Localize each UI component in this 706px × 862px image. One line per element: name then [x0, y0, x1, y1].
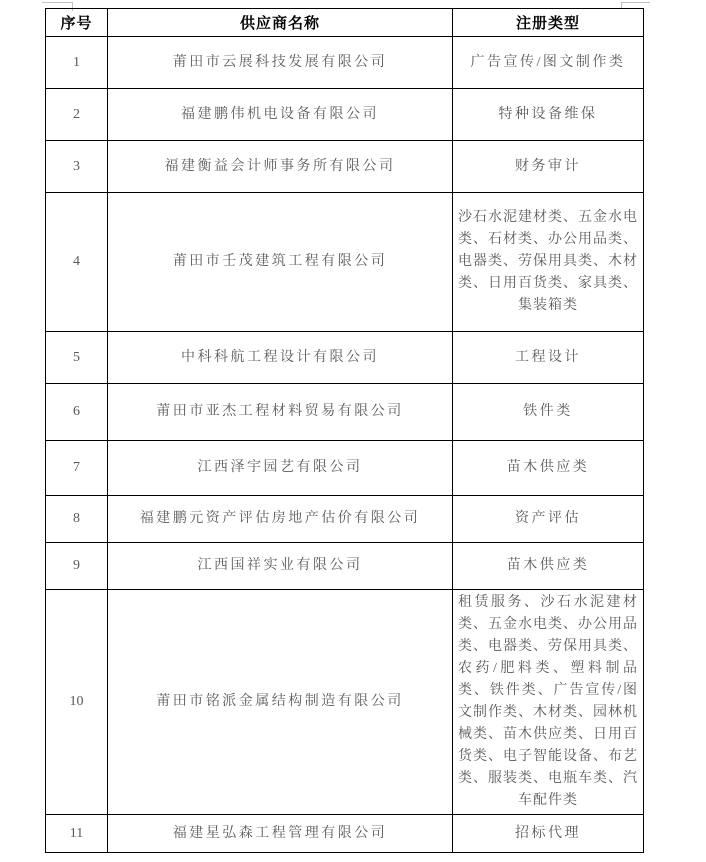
cell-supplier-name: 莆田市铭派金属结构制造有限公司	[108, 590, 453, 815]
cell-serial-number: 4	[46, 193, 108, 332]
table-row	[46, 815, 644, 853]
cell-supplier-name: 福建鹏元资产评估房地产估价有限公司	[108, 496, 453, 543]
cell-serial-number: 1	[46, 37, 108, 89]
cell-registration-type: 工程设计	[453, 332, 644, 384]
table-row	[46, 193, 644, 332]
table-row	[46, 543, 644, 590]
cell-serial-number: 2	[46, 89, 108, 141]
cell-supplier-name: 福建衡益会计师事务所有限公司	[108, 141, 453, 193]
cell-supplier-name: 莆田市壬茂建筑工程有限公司	[108, 193, 453, 332]
cell-serial-number: 9	[46, 543, 108, 590]
cell-registration-type: 财务审计	[453, 141, 644, 193]
cell-registration-type: 铁件类	[453, 384, 644, 441]
table-header-row	[46, 9, 644, 37]
cell-registration-type: 苗木供应类	[453, 543, 644, 590]
column-header-serial-number: 序号	[46, 9, 108, 37]
cell-registration-type: 特种设备维保	[453, 89, 644, 141]
cell-serial-number: 8	[46, 496, 108, 543]
cell-registration-type: 苗木供应类	[453, 441, 644, 496]
cell-registration-type: 广告宣传/图文制作类	[453, 37, 644, 89]
cell-supplier-name: 莆田市云展科技发展有限公司	[108, 37, 453, 89]
column-header-registration-type: 注册类型	[453, 9, 644, 37]
cell-supplier-name: 莆田市亚杰工程材料贸易有限公司	[108, 384, 453, 441]
table-row	[46, 590, 644, 815]
cell-supplier-name: 江西泽宇园艺有限公司	[108, 441, 453, 496]
cell-supplier-name: 福建星弘森工程管理有限公司	[108, 815, 453, 853]
table-row	[46, 332, 644, 384]
cell-supplier-name: 江西国祥实业有限公司	[108, 543, 453, 590]
table-row	[46, 496, 644, 543]
cell-registration-type: 资产评估	[453, 496, 644, 543]
cell-registration-type: 沙石水泥建材类、五金水电类、石材类、办公用品类、电器类、劳保用具类、木材类、日用百货类、家具类、集装箱类	[453, 193, 644, 332]
column-header-supplier-name: 供应商名称	[108, 9, 453, 37]
cell-serial-number: 6	[46, 384, 108, 441]
table-row	[46, 441, 644, 496]
table-row	[46, 89, 644, 141]
cell-serial-number: 7	[46, 441, 108, 496]
cell-serial-number: 11	[46, 815, 108, 853]
cell-supplier-name: 中科科航工程设计有限公司	[108, 332, 453, 384]
cell-serial-number: 3	[46, 141, 108, 193]
cell-serial-number: 5	[46, 332, 108, 384]
table-row	[46, 384, 644, 441]
table-row	[46, 141, 644, 193]
supplier-registration-table	[45, 8, 644, 853]
cell-serial-number: 10	[46, 590, 108, 815]
cell-supplier-name: 福建鹏伟机电设备有限公司	[108, 89, 453, 141]
cell-registration-type: 租赁服务、沙石水泥建材类、五金水电类、办公用品类、电器类、劳保用具类、农药/肥料类、塑料制品类、铁件类、广告宣传/图文制作类、木材类、园林机械类、苗木供应类、日用百货类、电子智能设备、布艺类、服装类、电瓶车类、汽车配件类	[453, 590, 644, 815]
cell-registration-type: 招标代理	[453, 815, 644, 853]
table-row	[46, 37, 644, 89]
